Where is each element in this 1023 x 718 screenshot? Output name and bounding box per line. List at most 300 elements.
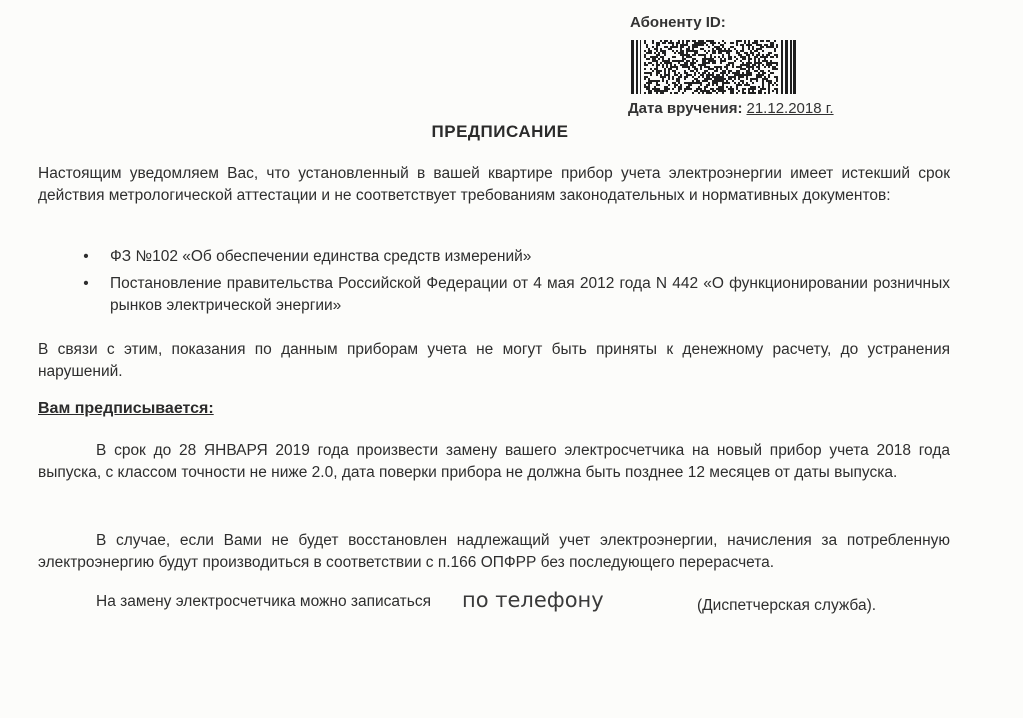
barcode-module [722,78,724,80]
barcode-module [748,64,750,66]
barcode-module [746,54,748,56]
barcode-module [678,80,680,82]
barcode-module [742,90,744,92]
barcode-module [692,62,694,64]
barcode-module [758,44,760,46]
barcode-module [710,88,712,90]
barcode-module [656,84,658,86]
barcode-module [680,50,682,52]
barcode-module [772,42,774,44]
barcode-module [724,70,726,72]
barcode-module [762,88,764,90]
barcode-module [694,68,696,70]
barcode-module [644,56,646,58]
barcode-module [712,42,714,44]
barcode-module [646,76,648,78]
barcode-module [684,90,686,92]
barcode-module [734,78,736,80]
barcode-module [650,52,652,54]
barcode-module [674,46,676,48]
barcode-module [658,70,660,72]
barcode-module [758,74,760,76]
barcode-module [664,60,666,62]
barcode-module [764,56,766,58]
barcode-module [664,50,666,52]
barcode-module [736,42,738,44]
barcode-module [680,60,682,62]
barcode-module [644,40,646,42]
barcode-module [672,78,674,80]
barcode-module [748,70,750,72]
barcode-module [736,84,738,86]
barcode-module [754,70,756,72]
barcode-module [736,40,738,42]
barcode-module [678,76,680,78]
barcode-module [732,66,734,68]
barcode-module [714,42,716,44]
barcode-module [718,78,720,80]
barcode-module [746,76,748,78]
barcode-module [646,52,648,54]
barcode-module [670,92,672,94]
barcode-module [702,58,704,60]
barcode-module [744,74,746,76]
barcode-module [644,64,646,66]
barcode-module [684,64,686,66]
barcode-module [702,44,704,46]
barcode-module [768,64,770,66]
barcode-module [758,64,760,66]
barcode-module [658,84,660,86]
barcode-module [674,56,676,58]
barcode-module [668,84,670,86]
barcode-module [732,92,734,94]
barcode-module [728,82,730,84]
barcode-module [696,80,698,82]
barcode-module [728,70,730,72]
barcode-module [694,50,696,52]
barcode-module [678,60,680,62]
barcode-module [670,42,672,44]
barcode-module [678,88,680,90]
document-title: ПРЕДПИСАНИЕ [431,122,569,141]
barcode-module [714,80,716,82]
barcode-module [748,72,750,74]
barcode-module [718,56,720,58]
barcode-module [722,72,724,74]
barcode-module [688,48,690,50]
barcode-module [690,62,692,64]
barcode-module [658,64,660,66]
barcode-module [764,92,766,94]
barcode-module [674,66,676,68]
barcode-module [728,76,730,78]
barcode-module [746,52,748,54]
barcode-module [748,40,750,42]
barcode-module [672,82,674,84]
barcode-module [706,74,708,76]
barcode-module [770,56,772,58]
barcode-module [716,70,718,72]
barcode-module [678,40,680,42]
barcode-module [682,56,684,58]
barcode-module [656,48,658,50]
barcode-module [686,40,688,42]
barcode-module [738,66,740,68]
barcode-module [700,82,702,84]
barcode-module [650,62,652,64]
barcode-module [662,58,664,60]
delivery-date-value: 21.12.2018 г. [746,100,834,117]
barcode-module [704,42,706,44]
barcode-module [764,60,766,62]
barcode-module [768,92,770,94]
barcode-module [710,40,712,42]
barcode-module [740,40,742,42]
barcode-module [698,40,700,42]
barcode-module [714,82,716,84]
barcode-module [696,68,698,70]
barcode-module [690,70,692,72]
barcode-module [772,56,774,58]
barcode-module [710,56,712,58]
barcode-module [668,88,670,90]
barcode-module [682,54,684,56]
barcode-module [744,84,746,86]
barcode-module [752,46,754,48]
barcode-module [698,92,700,94]
barcode-module [738,82,740,84]
barcode-module [668,62,670,64]
barcode-module [696,52,698,54]
barcode-module [758,62,760,64]
barcode-module [692,66,694,68]
barcode-module [644,84,646,86]
barcode-module [720,78,722,80]
barcode-module [702,64,704,66]
barcode-module [706,66,708,68]
barcode-module [684,70,686,72]
barcode-module [758,66,760,68]
barcode-module [650,56,652,58]
barcode-module [690,64,692,66]
barcode-module [700,90,702,92]
barcode-module [700,74,702,76]
barcode-module [714,66,716,68]
barcode-guard-bar [631,40,634,94]
barcode-module [762,50,764,52]
barcode-module [666,66,668,68]
barcode-module [772,62,774,64]
barcode-module [728,62,730,64]
barcode-module [692,82,694,84]
barcode-module [744,56,746,58]
barcode-module [660,74,662,76]
barcode-module [720,66,722,68]
barcode-module [730,92,732,94]
barcode-module [662,60,664,62]
barcode-module [722,90,724,92]
barcode-module [686,60,688,62]
barcode-module [766,60,768,62]
barcode-module [748,42,750,44]
barcode-module [732,62,734,64]
barcode-module [702,60,704,62]
barcode-module [758,60,760,62]
barcode-module [670,48,672,50]
barcode-module [676,84,678,86]
barcode-module [776,78,778,80]
barcode-module [764,88,766,90]
barcode-module [656,72,658,74]
barcode-module [716,66,718,68]
barcode-module [722,70,724,72]
barcode-module [664,54,666,56]
barcode-module [694,82,696,84]
barcode-module [722,44,724,46]
barcode-module [752,54,754,56]
barcode-module [712,48,714,50]
barcode-module [660,48,662,50]
barcode-module [762,72,764,74]
barcode-module [704,64,706,66]
barcode-module [704,66,706,68]
barcode-module [656,80,658,82]
barcode-module [646,64,648,66]
barcode-module [702,72,704,74]
barcode-module [720,44,722,46]
barcode-module [676,42,678,44]
barcode-module [762,78,764,80]
barcode-module [660,92,662,94]
barcode-module [694,46,696,48]
barcode-module [728,54,730,56]
barcode-module [732,42,734,44]
barcode-module [776,62,778,64]
barcode-module [704,54,706,56]
barcode-module [776,56,778,58]
barcode-module [656,44,658,46]
barcode-module [706,58,708,60]
barcode-module [740,60,742,62]
barcode-module [644,68,646,70]
barcode-module [762,46,764,48]
barcode-module [708,68,710,70]
barcode-module [736,70,738,72]
barcode-module [748,90,750,92]
barcode-module [692,44,694,46]
barcode-module [688,46,690,48]
barcode-module [756,76,758,78]
barcode-module [680,46,682,48]
barcode-module [732,90,734,92]
barcode-module [678,90,680,92]
barcode-module [752,82,754,84]
barcode-module [686,74,688,76]
barcode-module [736,66,738,68]
barcode-module [714,78,716,80]
barcode-module [738,70,740,72]
barcode-module [644,76,646,78]
barcode-module [768,86,770,88]
barcode-module [686,66,688,68]
barcode-module [708,72,710,74]
intro-paragraph: Настоящим уведомляем Вас, что установленный в вашей квартире прибор учета электроэнергии имеет истекший срок действия метрологической аттестации и не соответствует требованиям законодательных и нормативных документов: [38,165,950,204]
barcode-module [662,92,664,94]
barcode-module [656,56,658,58]
barcode-module [746,62,748,64]
barcode-module [720,80,722,82]
barcode-module [648,80,650,82]
barcode-module [672,66,674,68]
barcode-module [760,40,762,42]
barcode-module [736,88,738,90]
barcode-module [762,56,764,58]
barcode-module [734,74,736,76]
barcode-module [654,52,656,54]
barcode-module [648,92,650,94]
barcode-module [732,72,734,74]
barcode-module [646,82,648,84]
barcode-module [752,48,754,50]
barcode-module [722,74,724,76]
barcode-module [756,56,758,58]
barcode-module [724,72,726,74]
barcode-module [688,84,690,86]
barcode-module [724,66,726,68]
barcode-module [738,84,740,86]
barcode-module [754,78,756,80]
barcode-module [770,44,772,46]
barcode-module [752,90,754,92]
barcode-module [718,86,720,88]
barcode-module [702,62,704,64]
dispatch-service-label: (Диспетчерская служба). [697,597,877,614]
barcode-module [694,54,696,56]
barcode-module [710,92,712,94]
barcode-module [776,46,778,48]
barcode-module [712,80,714,82]
barcode-module [650,74,652,76]
barcode-module [742,88,744,90]
barcode-module [746,64,748,66]
barcode-module [776,92,778,94]
barcode-module [686,44,688,46]
barcode-module [654,80,656,82]
barcode-module [680,76,682,78]
barcode-module [768,70,770,72]
barcode-module [760,76,762,78]
barcode-module [742,62,744,64]
barcode-module [776,44,778,46]
barcode-module [692,76,694,78]
barcode-module [740,44,742,46]
barcode-module [750,74,752,76]
barcode-module [686,76,688,78]
barcode-module [726,80,728,82]
barcode-module [714,70,716,72]
barcode-module [650,50,652,52]
barcode-module [768,88,770,90]
barcode-module [672,60,674,62]
barcode-module [712,84,714,86]
barcode-module [736,72,738,74]
barcode-module [742,46,744,48]
barcode-module [692,40,694,42]
barcode-module [704,70,706,72]
barcode-module [676,92,678,94]
barcode-module [756,40,758,42]
barcode-module [660,50,662,52]
barcode-module [696,60,698,62]
barcode-module [760,48,762,50]
barcode-module [674,84,676,86]
barcode-module [656,46,658,48]
barcode-module [710,74,712,76]
barcode-module [660,90,662,92]
barcode-module [716,48,718,50]
subscriber-id-label: Абоненту ID: [630,14,726,31]
barcode-module [692,46,694,48]
barcode-module [674,86,676,88]
barcode-module [708,60,710,62]
barcode-module [696,82,698,84]
barcode-module [758,48,760,50]
barcode-module [774,40,776,42]
barcode-module [654,88,656,90]
barcode-module [708,40,710,42]
barcode-module [700,68,702,70]
barcode-module [656,82,658,84]
barcode-module [704,90,706,92]
barcode-module [718,66,720,68]
barcode-module [690,82,692,84]
barcode-module [666,88,668,90]
barcode-module [770,72,772,74]
barcode-module [772,90,774,92]
barcode-module [762,64,764,66]
barcode-module [706,86,708,88]
barcode-module [680,86,682,88]
barcode-module [762,40,764,42]
barcode-module [664,90,666,92]
barcode-module [698,80,700,82]
barcode-module [730,42,732,44]
barcode-module [676,60,678,62]
barcode-module [656,54,658,56]
barcode-module [728,52,730,54]
barcode-module [688,88,690,90]
barcode-module [668,60,670,62]
barcode-module [760,44,762,46]
barcode-module [750,50,752,52]
barcode-module [674,70,676,72]
barcode-module [648,52,650,54]
barcode-module [662,42,664,44]
barcode-module [646,44,648,46]
barcode-module [682,64,684,66]
barcode-module [718,76,720,78]
barcode-module [746,82,748,84]
barcode-module [644,54,646,56]
barcode-module [718,74,720,76]
barcode-module [684,44,686,46]
barcode-module [650,82,652,84]
barcode-module [648,48,650,50]
barcode-module [730,58,732,60]
barcode-module [754,88,756,90]
barcode-module [764,44,766,46]
